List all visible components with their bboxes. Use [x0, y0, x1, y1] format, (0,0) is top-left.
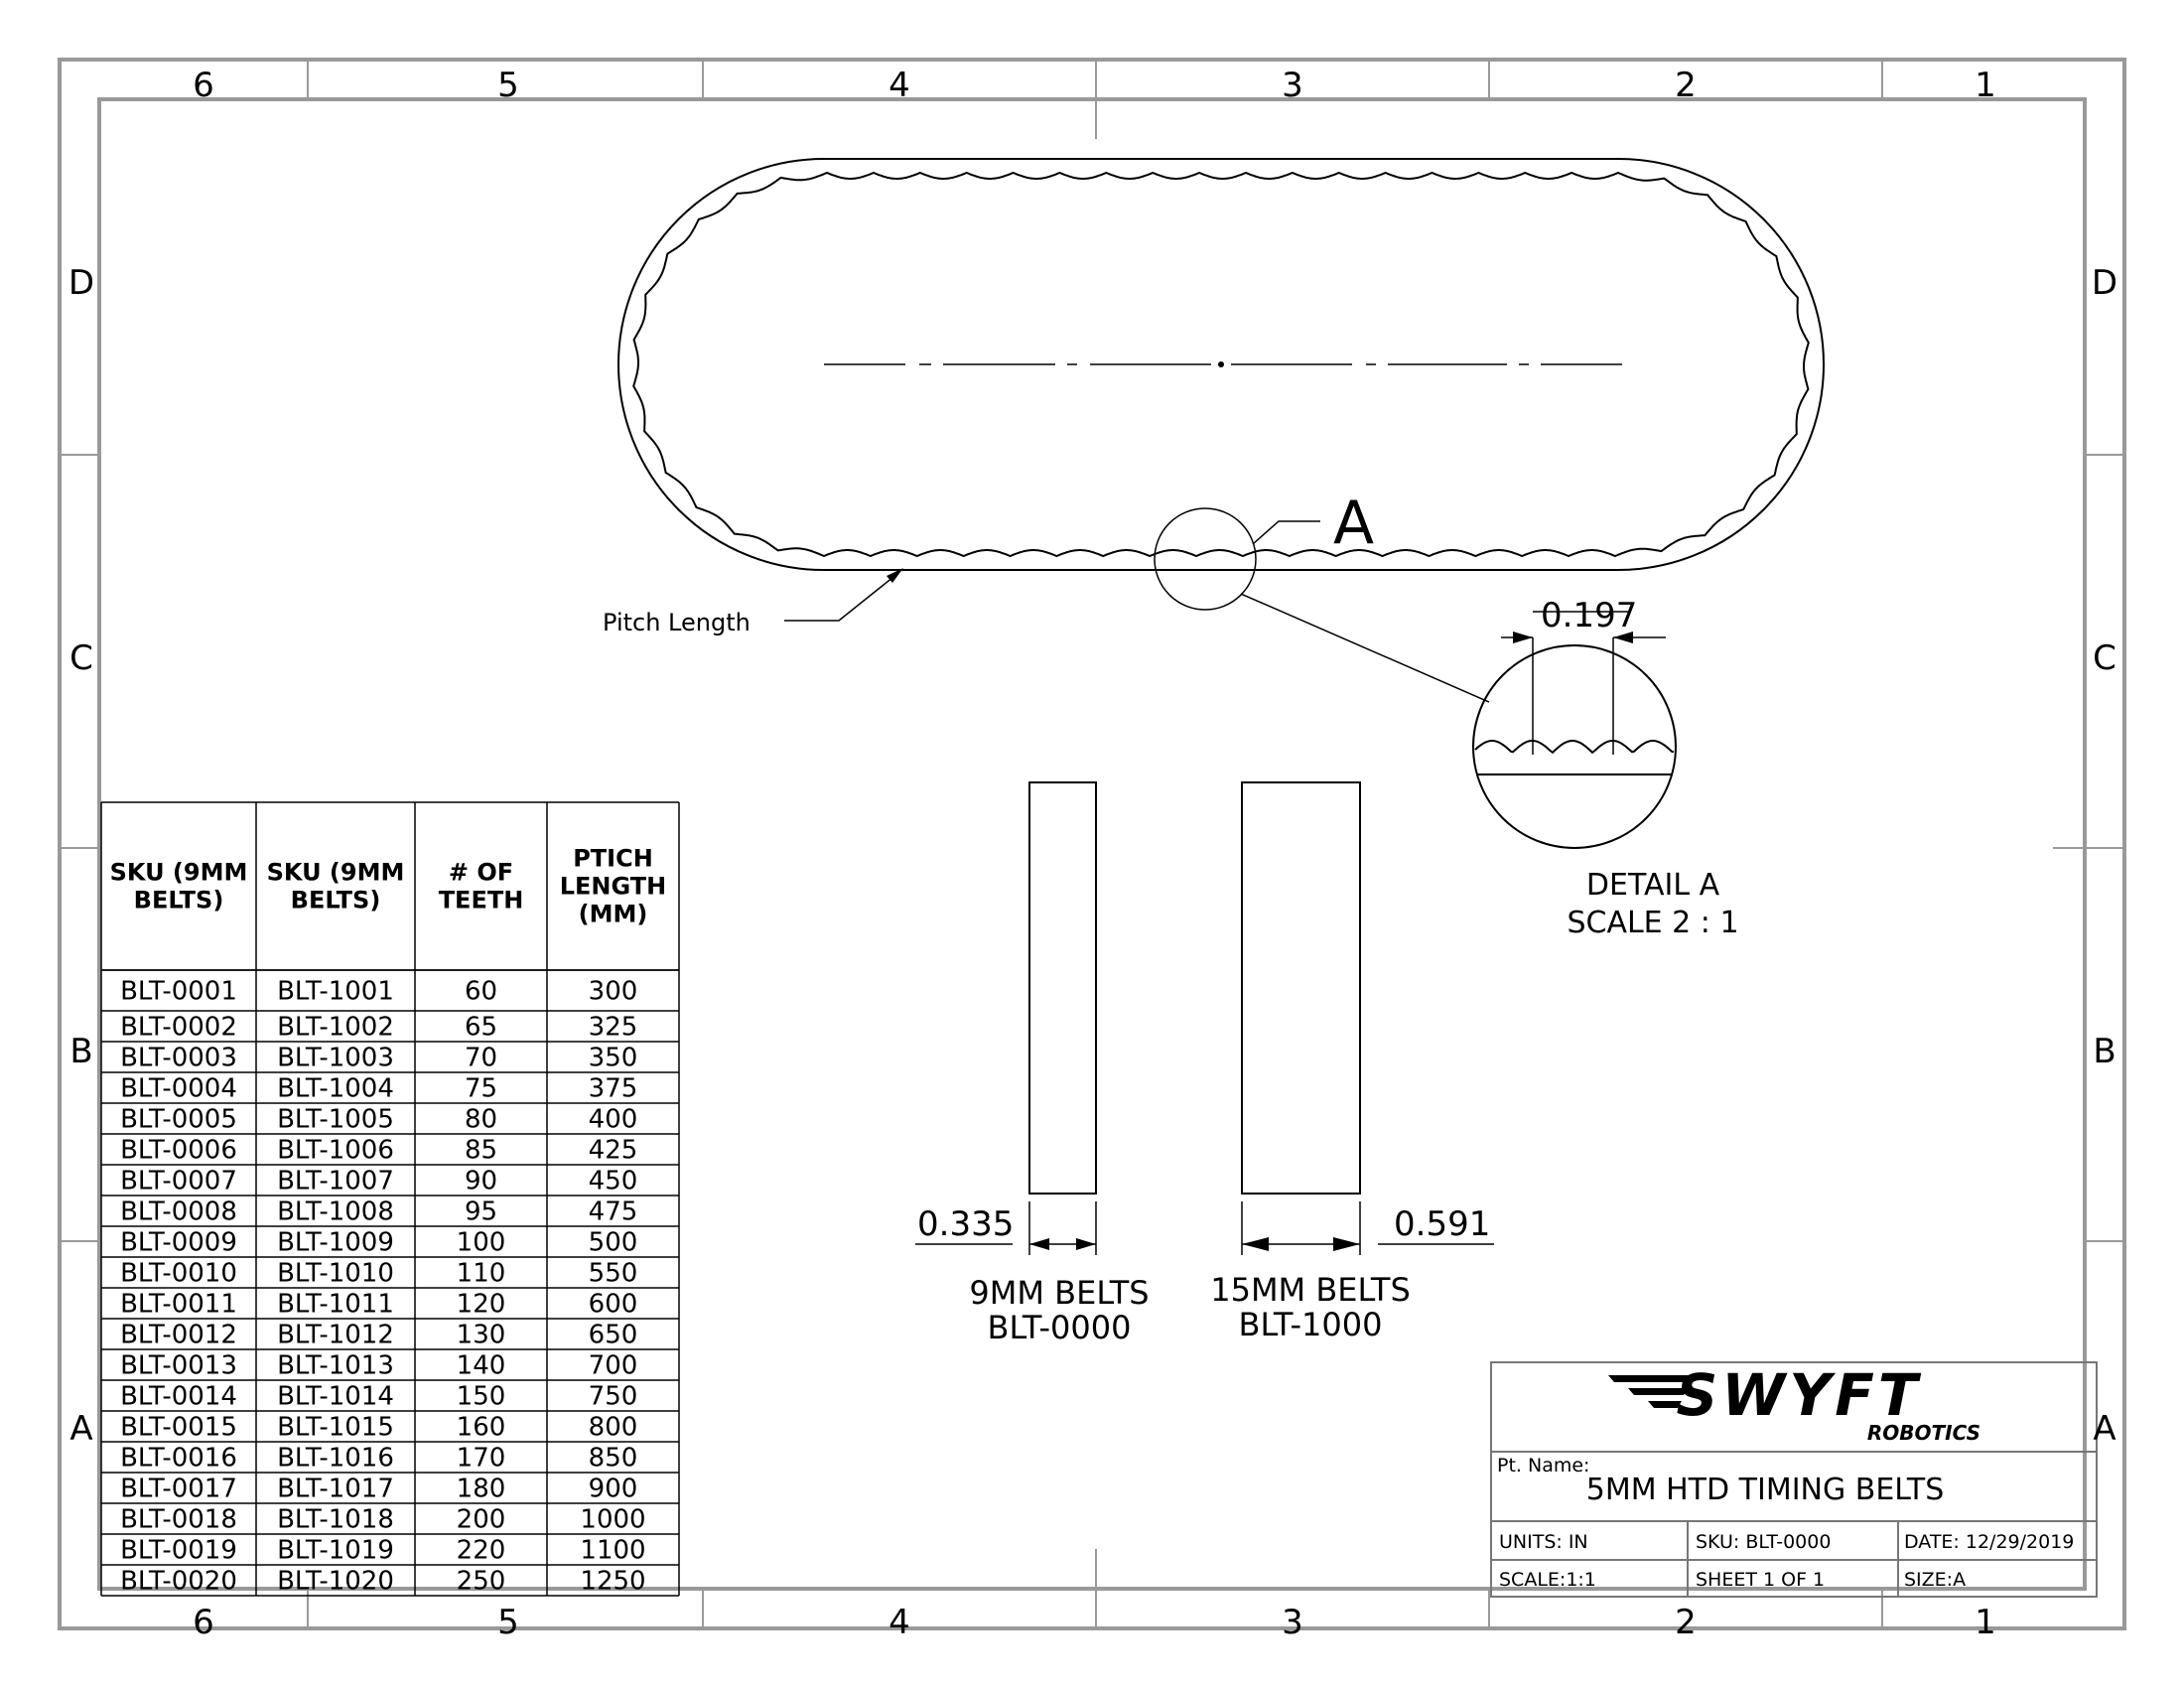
- sku-table: [110, 845, 667, 1597]
- table-cell: BLT-1020: [277, 1566, 394, 1597]
- detail-link-line: [1241, 594, 1489, 702]
- table-cell: BLT-0008: [120, 1196, 237, 1227]
- table-cell: 170: [456, 1443, 506, 1474]
- belt-15mm-label-line1: 15MM BELTS: [1210, 1271, 1411, 1309]
- table-cell: BLT-0011: [120, 1289, 237, 1320]
- table-cell: BLT-1018: [277, 1504, 394, 1535]
- table-cell: BLT-0018: [120, 1504, 237, 1535]
- sheet-field: SHEET 1 OF 1: [1696, 1569, 1826, 1591]
- part-name-label: Pt. Name:: [1497, 1455, 1590, 1477]
- zone-label-top-4: 4: [888, 66, 910, 105]
- table-header-cell: TEETH: [438, 886, 524, 914]
- table-cell: BLT-0016: [120, 1443, 237, 1474]
- table-cell: BLT-0006: [120, 1135, 237, 1166]
- table-cell: BLT-0002: [120, 1012, 237, 1043]
- table-cell: 900: [588, 1474, 638, 1504]
- table-cell: BLT-1015: [277, 1412, 394, 1443]
- table-cell: 650: [588, 1320, 638, 1350]
- table-cell: BLT-1011: [277, 1289, 394, 1320]
- table-cell: 150: [456, 1381, 506, 1412]
- zone-label-top-5: 5: [497, 66, 519, 105]
- table-cell: 80: [464, 1104, 498, 1135]
- table-cell: BLT-1016: [277, 1443, 394, 1474]
- sku-field: SKU: BLT-0000: [1696, 1531, 1832, 1553]
- zone-label-top-1: 1: [1975, 66, 1996, 105]
- zone-label-right-D: D: [2091, 263, 2118, 303]
- detail-pitch-dim: 0.197: [1541, 596, 1638, 635]
- table-cell: BLT-1005: [277, 1104, 394, 1135]
- table-cell: 750: [588, 1381, 638, 1412]
- zone-label-left-D: D: [68, 263, 95, 303]
- table-cell: 220: [456, 1535, 506, 1566]
- center-point: [1218, 361, 1224, 367]
- detail-view-circle: [1473, 645, 1676, 848]
- zone-label-left-B: B: [69, 1032, 93, 1071]
- table-cell: 65: [464, 1012, 498, 1043]
- pitch-length-leader: [784, 573, 898, 621]
- table-cell: 350: [588, 1043, 638, 1073]
- table-cell: BLT-0017: [120, 1474, 237, 1504]
- table-cell: BLT-0003: [120, 1043, 237, 1073]
- detail-title: DETAIL A: [1585, 868, 1720, 903]
- table-cell: BLT-0007: [120, 1166, 237, 1196]
- table-cell: BLT-1019: [277, 1535, 394, 1566]
- table-cell: 450: [588, 1166, 638, 1196]
- table-cell: 200: [456, 1504, 506, 1535]
- belt-15mm-width-dim: 0.591: [1394, 1204, 1491, 1244]
- table-cell: 180: [456, 1474, 506, 1504]
- pitch-length-label: Pitch Length: [603, 609, 751, 636]
- table-cell: BLT-1010: [277, 1258, 394, 1289]
- table-cell: BLT-1012: [277, 1320, 394, 1350]
- table-cell: BLT-0001: [120, 976, 237, 1007]
- table-cell: BLT-1017: [277, 1474, 394, 1504]
- date-field: DATE: 12/29/2019: [1904, 1531, 2075, 1553]
- zone-label-right-B: B: [2093, 1032, 2116, 1071]
- zone-label-bottom-5: 5: [497, 1603, 519, 1642]
- table-cell: 425: [588, 1135, 638, 1166]
- scale-field: SCALE:1:1: [1499, 1569, 1596, 1591]
- belt-15mm-section: [1242, 782, 1360, 1194]
- zone-label-right-A: A: [2093, 1409, 2116, 1449]
- belt-9mm-label-line1: 9MM BELTS: [969, 1274, 1150, 1312]
- table-cell: BLT-0005: [120, 1104, 237, 1135]
- zone-label-top-2: 2: [1675, 66, 1697, 105]
- table-cell: 325: [588, 1012, 638, 1043]
- table-cell: 85: [464, 1135, 498, 1166]
- table-cell: BLT-1008: [277, 1196, 394, 1227]
- detail-marker-letter: A: [1333, 489, 1375, 558]
- detail-dim-arrow-left: [1513, 632, 1533, 643]
- logo-main: SWYFT: [1676, 1361, 1922, 1429]
- table-cell: BLT-0004: [120, 1073, 237, 1104]
- belt-15mm-arrow-left: [1242, 1237, 1269, 1251]
- table-cell: BLT-1003: [277, 1043, 394, 1073]
- belt-9mm-section: [1029, 782, 1096, 1194]
- table-cell: 90: [464, 1166, 498, 1196]
- size-field: SIZE:A: [1904, 1569, 1967, 1591]
- zone-label-top-6: 6: [193, 66, 214, 105]
- table-cell: BLT-1004: [277, 1073, 394, 1104]
- table-header-cell: SKU (9MM: [266, 858, 405, 887]
- table-cell: BLT-0013: [120, 1350, 237, 1381]
- zone-label-top-3: 3: [1282, 66, 1303, 105]
- table-cell: 500: [588, 1227, 638, 1258]
- belt-9mm-width-dim: 0.335: [917, 1204, 1015, 1244]
- table-cell: 70: [464, 1043, 498, 1073]
- table-header-cell: LENGTH: [559, 872, 667, 901]
- table-cell: 95: [464, 1196, 498, 1227]
- table-cell: BLT-0020: [120, 1566, 237, 1597]
- zone-label-bottom-1: 1: [1975, 1603, 1996, 1642]
- table-cell: 400: [588, 1104, 638, 1135]
- belt-15mm-arrow-right: [1333, 1237, 1360, 1251]
- table-cell: 850: [588, 1443, 638, 1474]
- table-cell: 475: [588, 1196, 638, 1227]
- table-cell: 160: [456, 1412, 506, 1443]
- table-header-cell: BELTS): [133, 886, 224, 914]
- table-cell: BLT-0015: [120, 1412, 237, 1443]
- table-header-cell: (MM): [578, 900, 648, 928]
- table-cell: 1250: [580, 1566, 646, 1597]
- table-cell: BLT-1007: [277, 1166, 394, 1196]
- belt-15mm-label-line2: BLT-1000: [1238, 1306, 1383, 1343]
- table-header-cell: SKU (9MM: [109, 858, 248, 887]
- belt-9mm-arrow-left: [1029, 1238, 1049, 1250]
- table-cell: 60: [464, 976, 498, 1007]
- table-cell: BLT-1006: [277, 1135, 394, 1166]
- table-cell: 250: [456, 1566, 506, 1597]
- zone-label-left-C: C: [69, 638, 93, 678]
- table-cell: 600: [588, 1289, 638, 1320]
- table-cell: 130: [456, 1320, 506, 1350]
- zone-label-bottom-3: 3: [1282, 1603, 1303, 1642]
- table-cell: 1000: [580, 1504, 646, 1535]
- units-field: UNITS: IN: [1499, 1531, 1588, 1553]
- zone-label-bottom-4: 4: [888, 1603, 910, 1642]
- table-cell: 110: [456, 1258, 506, 1289]
- table-cell: 1100: [580, 1535, 646, 1566]
- detail-a-marker-circle: [1155, 508, 1256, 610]
- belt-9mm-arrow-right: [1076, 1238, 1096, 1250]
- table-cell: BLT-0014: [120, 1381, 237, 1412]
- table-header-cell: BELTS): [290, 886, 381, 914]
- part-name: 5MM HTD TIMING BELTS: [1585, 1473, 1945, 1507]
- table-header-cell: PTICH: [573, 844, 653, 873]
- detail-scale: SCALE 2 : 1: [1567, 906, 1739, 940]
- table-cell: 120: [456, 1289, 506, 1320]
- table-cell: BLT-0010: [120, 1258, 237, 1289]
- table-cell: 75: [464, 1073, 498, 1104]
- detail-teeth-profile: [1475, 741, 1674, 753]
- zone-label-right-C: C: [2093, 638, 2116, 678]
- zone-label-bottom-6: 6: [193, 1603, 214, 1642]
- table-cell: 800: [588, 1412, 638, 1443]
- table-cell: BLT-1001: [277, 976, 394, 1007]
- table-cell: 100: [456, 1227, 506, 1258]
- table-header-cell: # OF: [448, 858, 514, 887]
- table-cell: 300: [588, 976, 638, 1007]
- table-cell: 375: [588, 1073, 638, 1104]
- belt-9mm-label-line2: BLT-0000: [987, 1309, 1132, 1346]
- table-cell: BLT-1013: [277, 1350, 394, 1381]
- table-cell: BLT-0019: [120, 1535, 237, 1566]
- logo-sub: ROBOTICS: [1866, 1421, 1980, 1445]
- table-cell: 550: [588, 1258, 638, 1289]
- table-cell: BLT-0009: [120, 1227, 237, 1258]
- table-cell: 700: [588, 1350, 638, 1381]
- table-cell: BLT-1014: [277, 1381, 394, 1412]
- detail-a-leader: [1253, 521, 1320, 544]
- table-cell: BLT-1009: [277, 1227, 394, 1258]
- table-cell: 140: [456, 1350, 506, 1381]
- zone-label-left-A: A: [69, 1409, 93, 1449]
- table-cell: BLT-0012: [120, 1320, 237, 1350]
- zone-label-bottom-2: 2: [1675, 1603, 1697, 1642]
- table-cell: BLT-1002: [277, 1012, 394, 1043]
